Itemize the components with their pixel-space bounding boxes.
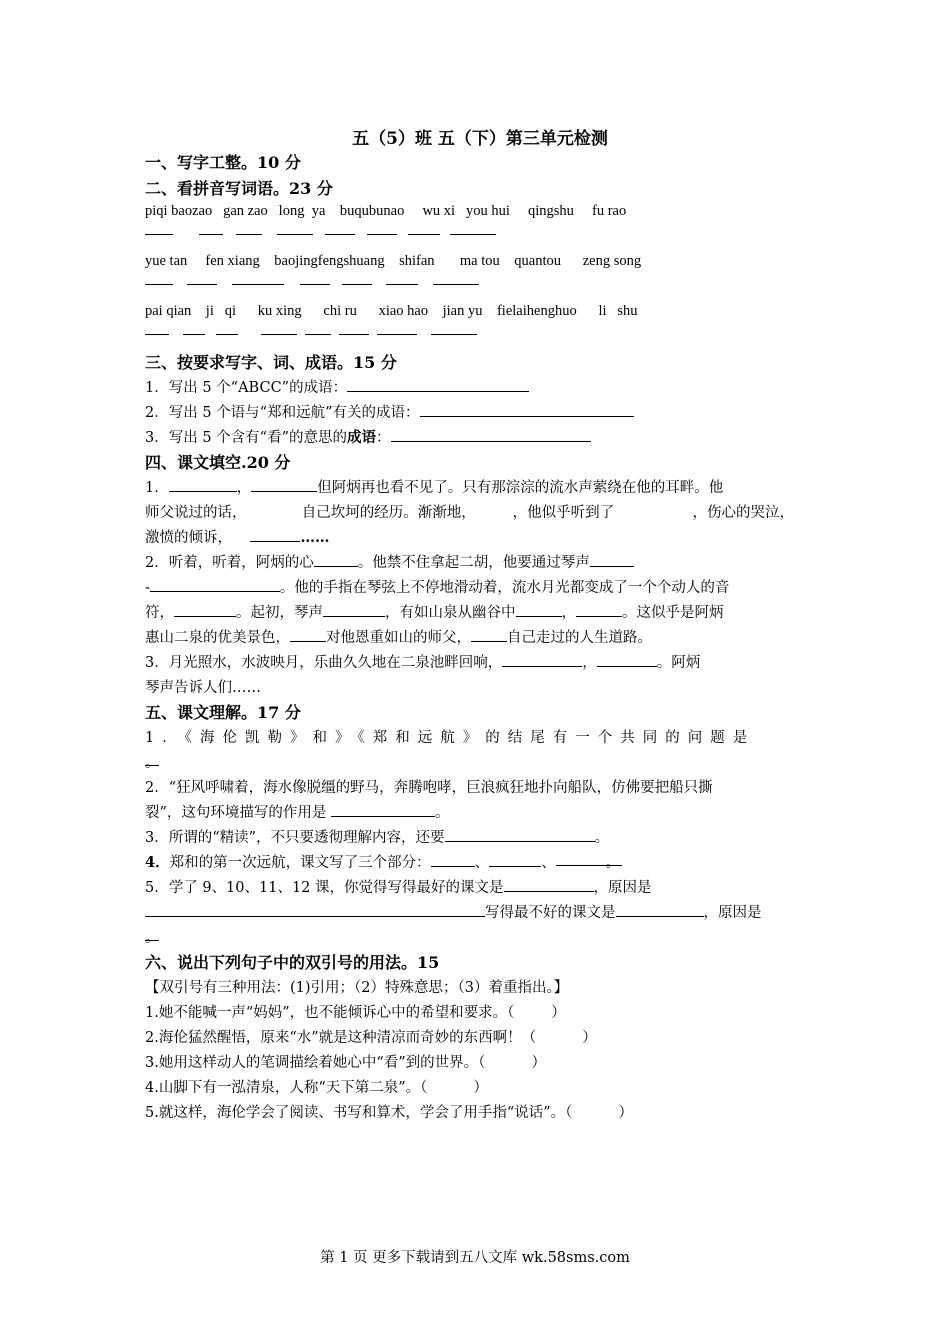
s4-q2-text-10: 自己走过的人生道路。 [507, 630, 652, 646]
s3-q3-text: 3．写出 5 个含有“看”的意思的 [145, 430, 347, 446]
s6-question-3[interactable]: 3.她用这样动人的笔调描绘着她心中“看”到的世界。（ ） [145, 1055, 546, 1071]
s5-q1-blank[interactable] [145, 751, 160, 771]
s4-q3-text-1: 3．月光照水，水波映月，乐曲久久地在二泉池畔回响， [145, 655, 503, 671]
s5-q5-line-2 [145, 901, 762, 922]
s5-q3-end: 。 [594, 830, 610, 846]
s4-q2-text-3: 。他的手指在琴弦上不停地滑动着，流水月光都变成了一个个动人的音 [279, 580, 730, 596]
page-title: 五（5）班 五（下）第三单元检测 [352, 129, 608, 149]
s4-q3-blank-2[interactable] [597, 652, 657, 667]
s4-q1-text: 但阿炳再也看不见了。只有那淙淙的流水声萦绕在他的耳畔。他 [317, 480, 724, 496]
page-footer: 第 1 页 更多下载请到五八文库 wk.58sms.com [320, 1250, 630, 1266]
s6-question-1[interactable]: 1.她不能喊一声“妈妈”，也不能倾诉心中的希望和要求。（ ） [145, 1005, 566, 1021]
s4-q2-text-5: 。起初，琴声 [236, 605, 323, 621]
s4-q2-comma: ， [561, 605, 576, 621]
s3-q2-blank[interactable] [420, 402, 634, 417]
s3-question-1 [145, 376, 529, 397]
s5-q5-blank-3[interactable] [616, 902, 704, 917]
s6-question-2[interactable]: 2.海伦猛然醒悟，原来“水”就是这种清凉而奇妙的东西啊！（ ） [145, 1030, 597, 1046]
s4-q3-line-1 [145, 651, 700, 672]
s4-q1-line-3 [145, 526, 329, 547]
s4-q2-blank-3[interactable] [150, 577, 280, 592]
s5-q4-num: 4． [145, 854, 170, 871]
s5-q2-line-1: 2．“狂风呼啸着，海水像脱缰的野马，奔腾咆哮，巨浪疯狂地扑向船队，仿佛要把船只撕 [145, 780, 713, 796]
s4-q2-line-2 [145, 576, 729, 597]
s4-q2-blank-8[interactable] [290, 627, 326, 642]
s4-q2-blank-6[interactable] [516, 602, 562, 617]
s5-q5-blank-2[interactable] [145, 902, 485, 917]
s4-q2-blank-9[interactable] [471, 627, 507, 642]
s5-q5-blank-4[interactable] [145, 926, 160, 946]
s5-q1-line-1: 1．《海伦凯勒》和》《郑和远航》的结尾有一个共同的问题是 [145, 730, 756, 746]
s5-q5-line-3 [145, 926, 159, 946]
s3-q1-blank[interactable] [347, 377, 529, 392]
s5-q5-line-1 [145, 876, 652, 897]
s5-q1-end: 。 [145, 755, 160, 771]
s4-q3-comma: ， [582, 655, 597, 671]
s5-q3-text: 3．所谓的“精读”，不只要透彻理解内容，还要 [145, 830, 445, 846]
s5-q2-line-2 [145, 801, 450, 822]
section-6-heading: 六、说出下列句子中的双引号的用法。15 [145, 953, 440, 972]
s4-q2-text-7: 。这似乎是阿炳 [622, 605, 724, 621]
s4-q2-blank-7[interactable] [576, 602, 622, 617]
answer-blanks-row-1[interactable] [145, 234, 505, 244]
s3-q1-text: 1．写出 5 个“ABCC”的成语： [145, 380, 348, 396]
s5-q4-sep-2: 、 [541, 855, 556, 871]
s4-q1-line-1 [145, 476, 723, 497]
s6-question-5[interactable]: 5.就这样，海伦学会了阅读、书写和算术，学会了用手指“说话”。（ ） [145, 1105, 633, 1121]
s5-q2-end: 。 [435, 805, 450, 821]
pinyin-row-1: piqi baozao gan zao long ya buqubunao wu xi you hui qingshu fu rao [145, 203, 627, 219]
section-2-heading: 二、看拼音写词语。23 分 [145, 179, 333, 198]
s3-question-2 [145, 401, 634, 422]
s5-q4-blank-1[interactable] [431, 852, 475, 867]
s4-q3-line-2: 琴声告诉人们…… [145, 680, 261, 696]
section-5-heading: 五、课文理解。17 分 [145, 703, 301, 722]
s4-q1-blank-3[interactable] [250, 527, 300, 542]
s4-q2-blank-5[interactable] [323, 602, 385, 617]
s3-q2-text: 2．写出 5 个语与“郑和远航”有关的成语： [145, 405, 420, 421]
s4-q2-text-8: 惠山二泉的优美景色， [145, 630, 290, 646]
section-1-heading: 一、写字工整。10 分 [145, 153, 301, 172]
pinyin-row-3: pai qian ji qi ku xing chi ru xiao hao jian yu fielaihenghuo li shu [145, 303, 638, 319]
s4-q1-blank-2[interactable] [251, 477, 317, 492]
s3-question-3 [145, 426, 591, 447]
answer-blanks-row-2[interactable] [145, 284, 505, 294]
s3-q3-bold: 成语 [347, 429, 376, 446]
s4-q2-line-1 [145, 551, 634, 572]
s4-q2-text-2: 。他禁不住拿起二胡，他要通过琴声 [357, 555, 590, 571]
pinyin-row-2: yue tan fen xiang baojingfengshuang shifan ma tou quantou zeng song [145, 253, 642, 269]
s5-q4-text: 郑和的第一次远航，课文写了三个部分： [169, 855, 431, 871]
s4-q2-dash: - [145, 580, 150, 596]
s5-q4-sep-1: 、 [474, 855, 490, 871]
s4-q2-blank-4[interactable] [174, 602, 236, 617]
s5-q5-text-2: ，原因是 [593, 880, 652, 896]
s5-q3-blank[interactable] [445, 827, 595, 842]
s4-q3-text-2: 。阿炳 [656, 655, 701, 671]
s4-q2-blank-1[interactable] [314, 552, 358, 567]
section-3-heading: 三、按要求写字、词、成语。15 分 [145, 353, 397, 372]
s4-q2-line-3 [145, 601, 724, 622]
s5-q1-line-2 [145, 751, 159, 771]
s4-q1-blank-1[interactable] [169, 477, 237, 492]
s4-q1-comma: ， [236, 480, 252, 496]
s4-q2-line-4 [145, 626, 652, 647]
s4-q1-ellipsis: …… [300, 529, 330, 546]
s5-q5-text-4: ，原因是 [703, 905, 762, 921]
s5-q2-text: 裂”，这句环境描写的作用是 [145, 805, 327, 821]
s5-q4-blank-3[interactable] [556, 851, 622, 871]
answer-blanks-row-3[interactable] [145, 334, 505, 344]
s5-q5-text-3: 写得最不好的课文是 [485, 905, 616, 921]
s5-q5-blank-1[interactable] [504, 877, 594, 892]
s4-q2-text-1: 2．听着，听着，阿炳的心 [145, 555, 314, 571]
s5-q5-end: 。 [145, 930, 160, 946]
s4-q2-text-4: 符， [145, 605, 174, 621]
s4-q2-blank-2[interactable] [590, 552, 634, 567]
s4-q2-text-6: ，有如山泉从幽谷中 [385, 605, 516, 621]
s5-q4-end: 。 [605, 855, 621, 871]
s3-q3-blank[interactable] [391, 427, 591, 442]
s5-q2-blank[interactable] [331, 802, 435, 817]
s5-q4-blank-2[interactable] [489, 852, 541, 867]
s4-q2-text-9: 对他恩重如山的师父， [326, 630, 471, 646]
s5-q4 [145, 851, 622, 872]
s4-q3-blank-1[interactable] [502, 652, 582, 667]
section-4-heading: 四、课文填空.20 分 [145, 453, 291, 472]
s5-q3 [145, 826, 609, 847]
s4-q1-num: 1． [145, 480, 169, 496]
s3-q3-colon: ： [376, 430, 391, 446]
s6-question-4[interactable]: 4.山脚下有一泓清泉，人称“天下第二泉”。（ ） [145, 1080, 488, 1096]
s4-q1-line-2: 师父说过的话， 自己坎坷的经历。渐渐地， ，他似乎听到了 ，伤心的哭泣， [145, 505, 795, 521]
s4-q1-text-3: 激愤的倾诉， [145, 530, 232, 546]
s6-note: 【双引号有三种用法：(1)引用；（2）特殊意思；（3）着重指出。】 [145, 980, 569, 996]
s5-q5-text-1: 5．学了 9、10、11、12 课，你觉得写得最好的课文是 [145, 880, 504, 896]
